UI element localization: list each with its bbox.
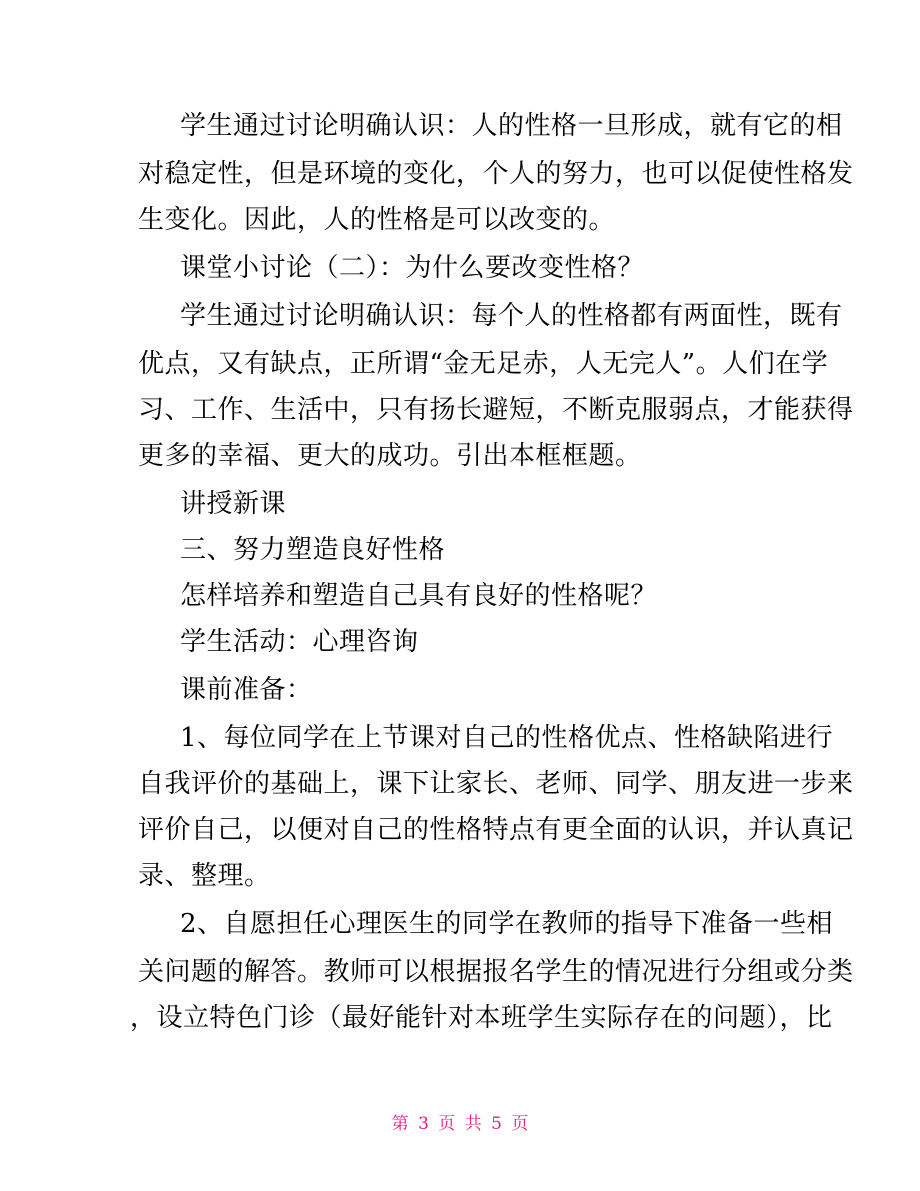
item-1-line-2: 自我评价的基础上，课下让家长、老师、同学、朋友进一步来 (138, 769, 854, 799)
item-2-line-1: 2、自愿担任心理医生的同学在教师的指导下准备一些相 (180, 909, 834, 939)
preparation-line: 课前准备： (180, 675, 313, 705)
item-1-line-1: 1、每位同学在上节课对自己的性格优点、性格缺陷进行 (180, 723, 834, 753)
item-1-line-4: 录、整理。 (138, 861, 271, 891)
item-2-line-2: 关问题的解答。教师可以根据报名学生的情况进行分组或分类 (138, 957, 854, 987)
paragraph-line-7: 习、工作、生活中，只有扬长避短，不断克服弱点，才能获得 (138, 395, 854, 425)
heading-section-three: 三、努力塑造良好性格 (180, 535, 446, 565)
paragraph-line-1: 学生通过讨论明确认识：人的性格一旦形成，就有它的相 (180, 111, 843, 141)
paragraph-line-3: 生变化。因此，人的性格是可以改变的。 (138, 205, 616, 235)
paragraph-line-8: 更多的幸福、更大的成功。引出本框框题。 (138, 441, 642, 471)
paragraph-line-5: 学生通过讨论明确认识：每个人的性格都有两面性，既有 (180, 301, 843, 331)
paragraph-line-6: 优点，又有缺点，正所谓“金无足赤，人无完人”。人们在学 (138, 349, 829, 379)
item-2-line-3: ，设立特色门诊（最好能针对本班学生实际存在的问题），比 (130, 1003, 833, 1033)
item-1-line-3: 评价自己，以便对自己的性格特点有更全面的认识，并认真记 (138, 815, 854, 845)
section-question-line: 课堂小讨论（二）：为什么要改变性格？ (180, 253, 645, 283)
question-line: 怎样培养和塑造自己具有良好的性格呢？ (180, 581, 658, 611)
activity-line: 学生活动：心理咨询 (180, 627, 419, 657)
heading-new-lesson: 讲授新课 (180, 489, 287, 519)
paragraph-line-2: 对稳定性，但是环境的变化，个人的努力，也可以促使性格发 (138, 159, 854, 189)
page-number-footer: 第 3 页 共 5 页 (391, 1114, 529, 1134)
